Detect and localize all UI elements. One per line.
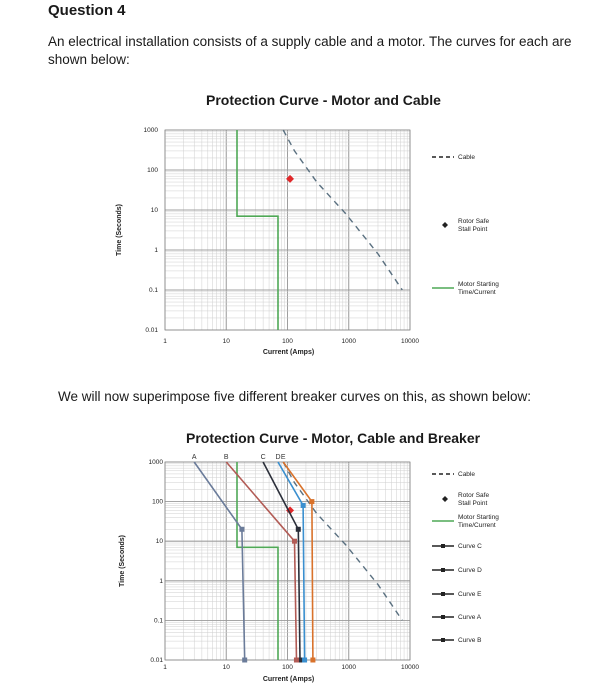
rotor-safe-stall-point-legend-label: Rotor Safe Stall Point [458,492,490,507]
chart-2-title: Protection Curve - Motor, Cable and Breaker [186,430,481,446]
curve-a-point [242,658,247,663]
x-tick-label: 100 [282,664,293,671]
question-intro: An electrical installation consists of a supply cable and a motor. The curves for each are shown below: [48,34,572,67]
chart-1-title: Protection Curve - Motor and Cable [206,92,441,108]
curve-d-legend-label: Curve D [458,567,482,574]
curve-c-point [296,527,301,532]
y-tick-label: 0.1 [148,287,158,294]
curve-b-legend-label: Curve B [458,637,482,644]
curve-letter-label: B [223,454,229,461]
x-axis-label: Current (Amps) [262,349,315,356]
y-tick-label: 0.1 [153,617,163,625]
chart-grid [165,462,410,660]
curve-b-legend-marker [441,638,445,642]
question-middle-text: We will now superimpose five different breaker curves on this, as shown below: [58,389,531,404]
y-axis-label: Time (Seconds) [119,535,126,587]
y-axis-label: Time (Seconds) [116,204,123,256]
y-tick-label: 0.01 [145,327,158,334]
curve-c-legend-label: Curve C [458,543,482,550]
curve-e-point [309,499,314,504]
y-tick-label: 1 [154,247,158,254]
rotor-safe-stall-point-legend-label: Rotor Safe Stall Point [458,218,490,233]
curve-d-point [302,658,307,663]
cable-legend-label: Cable [458,471,475,478]
curve-b-point [294,658,299,663]
y-tick-label: 1000 [143,127,158,134]
curve-a-legend-marker [441,615,445,619]
curve-c-legend-marker [441,544,445,548]
curve-letter-label: E [280,454,286,461]
x-tick-label: 100 [282,338,293,345]
y-tick-label: 10 [155,538,163,546]
y-tick-label: 10 [150,207,158,214]
cable-legend-label: Cable [458,154,475,161]
y-tick-label: 100 [152,498,163,506]
motor-starting-time-current-legend-label: Motor Starting Time/Current [458,514,499,529]
question-heading: Question 4 [48,2,126,19]
x-tick-label: 1 [163,664,167,671]
curve-e-legend-marker [441,592,445,596]
curve-b-point [292,539,297,544]
x-tick-label: 1000 [341,338,356,345]
x-tick-label: 10 [222,664,230,671]
x-tick-label: 10 [222,338,230,345]
y-tick-label: 100 [147,167,158,174]
rotor-safe-stall-point-legend-swatch [442,496,448,502]
x-axis-label: Current (Amps) [262,676,315,683]
curve-e-point [310,658,315,663]
curve-a-legend-label: Curve A [458,614,482,621]
y-tick-label: 1 [159,577,163,585]
y-tick-label: 1000 [148,459,163,466]
chart-legend [432,471,499,644]
x-tick-label: 10000 [400,664,420,671]
curve-letter-label: A [191,454,197,461]
curve-d-legend-marker [441,568,445,572]
curve-a-point [239,527,244,532]
x-tick-label: 1 [163,338,167,345]
motor-starting-time-current-legend-label: Motor Starting Time/Current [458,281,499,296]
curve-e-legend-label: Curve E [458,591,482,598]
curve-letter-label: C [260,454,266,461]
y-tick-label: 0.01 [150,657,163,664]
curve-letter-label: D [275,454,281,461]
x-tick-label: 10000 [400,338,420,345]
x-tick-label: 1000 [341,664,356,671]
curve-d-point [301,503,306,508]
